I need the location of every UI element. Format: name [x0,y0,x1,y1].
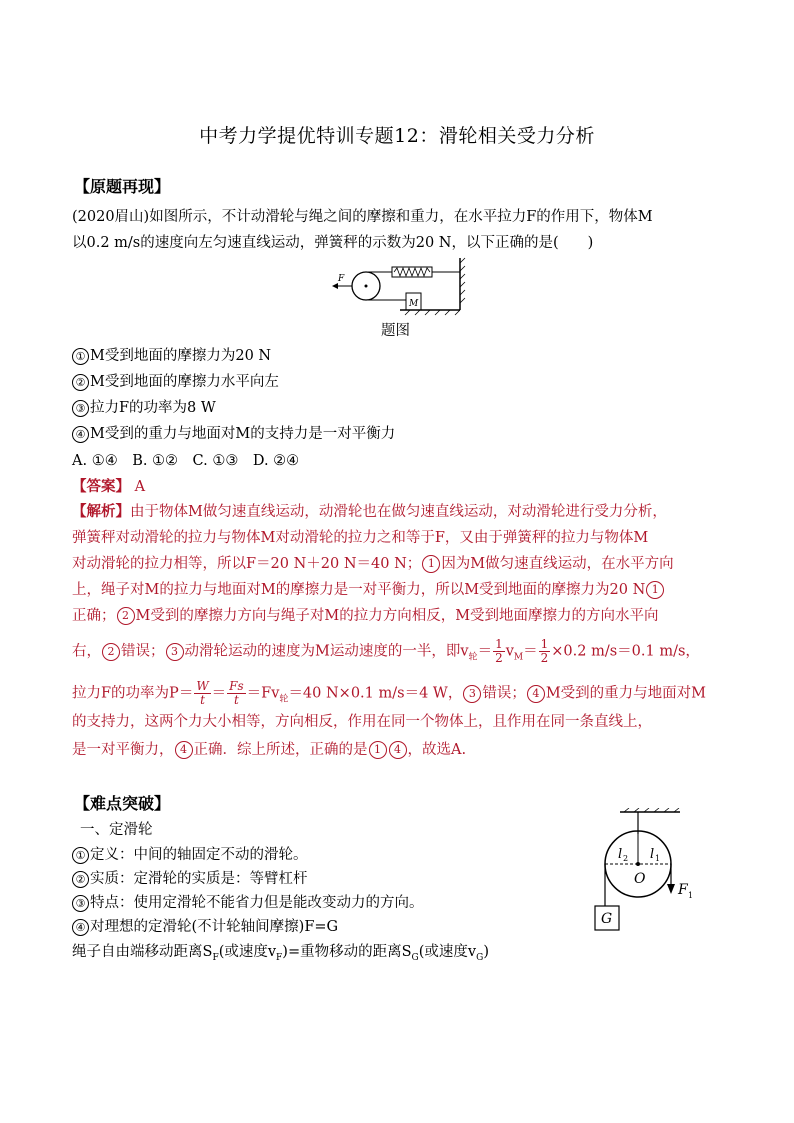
svg-text:1: 1 [688,891,694,900]
analysis-line-4: 上，绳子对M的拉力与地面对M的摩擦力是一对平衡力，所以M受到地面的摩擦力为20 N 1 [72,580,665,600]
option-2: ② M受到地面的摩擦力水平向左 [72,372,279,392]
analysis-line-7: 拉力F的功率为P＝ $\frac{W}{t}$ ＝ $\frac{Fs}{t}$ $=Fv_轮=40$ N×0.1 m/s＝4 W， 3 错误； 4 M受到的重力与地面对M [72,679,707,707]
svg-text:1: 1 [655,854,661,863]
fig-f1-label: F [678,882,688,898]
analysis-line-2: 弹簧秤对动滑轮的拉力与物体M对动滑轮的拉力之和等于F，又由于弹簧秤的拉力与物体M [72,530,649,546]
option-4: ④ M受到的重力与地面对M的支持力是一对平衡力 [72,424,395,444]
section-heading-breakthrough: 【难点突破】 [74,794,171,813]
fixed-pulley-item-4: ④ 对理想的定滑轮(不计轮轴间摩擦)F=G [72,917,338,937]
question-line-2: 以0.2 m/s的速度向左匀速直线运动，弹簧秤的示数为20 N，以下正确的是( ) [72,235,594,251]
answer-row: 【答案】 A [72,478,146,495]
analysis-line-6: 右， 2 错误； 3 动滑轮运动的速度为M运动速度的一半，即$v_轮=$ $\frac{1}{2}$ $v_M=$ $\frac{1}{2}$ ×0.2 m/s＝0.1 m/s， [72,637,700,665]
section-heading-original: 【原题再现】 [74,177,171,196]
fixed-pulley-item-2: ② 实质：定滑轮的实质是：等臂杠杆 [72,869,308,889]
fixed-pulley-heading: 一、定滑轮 [80,822,153,838]
fixed-pulley-last-line: 绳子自由端移动距离$S_F$(或速度$v_F)=$重物移动的距离$S_G$(或速度$v_G$) [72,944,489,963]
fixed-pulley-figure [590,808,710,940]
fig-o-label: O [634,871,646,887]
analysis-line-5: 正确； 2 M受到的摩擦力方向与绳子对M的拉力方向相反，M受到地面摩擦力的方向水平向 [72,608,659,624]
page-title: 中考力学提优特训专题12：滑轮相关受力分析 [199,125,595,147]
fig-f-label: F [338,274,345,284]
fig-l1-label: l [650,847,655,862]
fig-g-label: G [601,911,613,927]
analysis-line-9: 是一对平衡力， 4 正确．综上所述，正确的是 1 4 ，故选A. [72,742,467,758]
answer-choices: A. ①④ B. ①② C. ①③ D. ②④ [72,453,300,469]
figure-caption: 题图 [381,323,410,339]
fig-m-label: M [409,299,419,309]
svg-text:2: 2 [623,854,629,863]
analysis-line-8: 的支持力，这两个力大小相等，方向相反，作用在同一个物体上，且作用在同一条直线上， [72,714,652,730]
analysis-line-1: 【解析】由于物体M做匀速直线运动，动滑轮也在做匀速直线运动，对动滑轮进行受力分析， [72,503,667,520]
question-figure [330,255,470,317]
fig-l2-label: l [618,847,623,862]
question-line-1: (2020眉山)如图所示，不计动滑轮与绳之间的摩擦和重力，在水平拉力F的作用下，物体M [72,209,653,225]
option-3: ③ 拉力F的功率为8 W [72,398,216,418]
option-1: ① M受到地面的摩擦力为20 N [72,346,271,366]
analysis-line-3: 对动滑轮的拉力相等，所以F＝20 N＋20 N＝40 N； 1 因为M做匀速直线运动，在水平方向 [72,556,674,572]
fixed-pulley-item-3: ③ 特点：使用定滑轮不能省力但是能改变动力的方向。 [72,893,424,913]
fixed-pulley-item-1: ① 定义：中间的轴固定不动的滑轮。 [72,845,308,865]
